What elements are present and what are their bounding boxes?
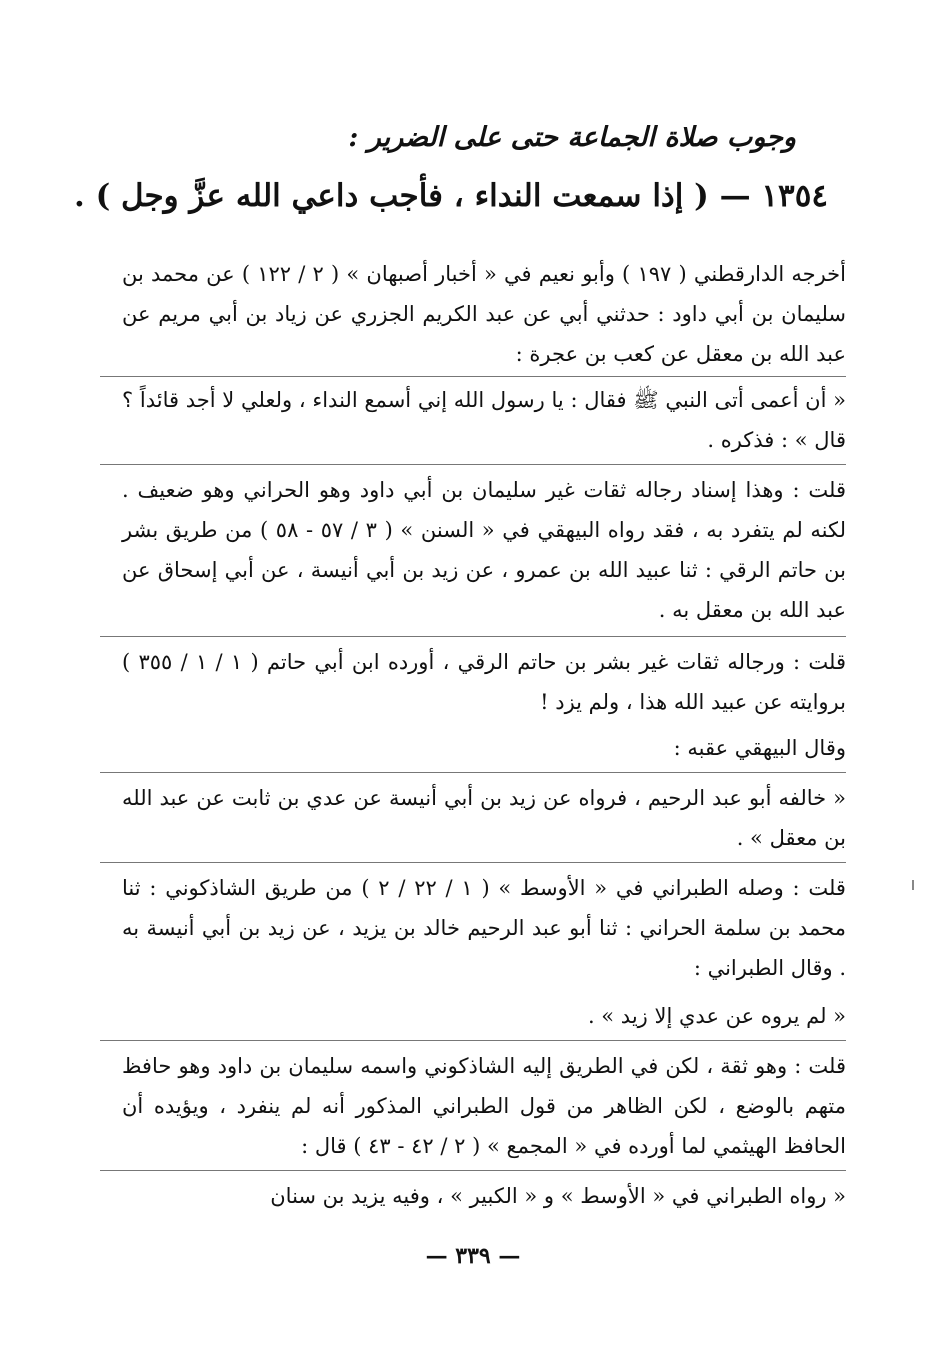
paragraph-divider — [100, 1170, 846, 1171]
paragraph-divider — [100, 772, 846, 773]
paragraph-comment-shadhakuni: قلت : وهو ثقة ، لكن في الطريق إليه الشاذكوني واسمه سليمان بن داود وهو حافظ متهم بالوضع ، لكن الظاهر من قول الطبراني المذكور أنه لم ينفرد ، ويؤيده أن الحافظ الهيثمي لما أورده في « المجمع » ( ٢ / ٤٢ - ٤٣ ) قال : — [122, 1054, 846, 1158]
paragraph-tabarani-quote: « لم يروه عن عدي إلا زيد » . — [587, 1004, 846, 1028]
paragraph-divider — [100, 862, 846, 863]
paragraph-haythami-quote: « رواه الطبراني في « الأوسط » و « الكبير » ، وفيه يزيد بن سنان — [270, 1184, 846, 1208]
paragraph-bayhaqi-intro: وقال البيهقي عقبه : — [673, 736, 846, 760]
paragraph-divider — [100, 464, 846, 465]
paragraph-divider — [100, 636, 846, 637]
paragraph-hadith-text: « أن أعمى أتى النبي ﷺ فقال : يا رسول الله إني أسمع النداء ، ولعلي لا أجد قائداً ؟ قال » : فذكره . — [122, 388, 846, 452]
paragraph-comment-narrators: قلت : ورجاله ثقات غير بشر بن حاتم الرقي ، أورده ابن أبي حاتم ( ١ / ١ / ٣٥٥ ) بروايته عن عبيد الله هذا ، ولم يزد ! — [122, 650, 846, 714]
paragraph-divider — [100, 376, 846, 377]
section-heading: وجوب صلاة الجماعة حتى على الضرير : — [348, 122, 796, 153]
paragraph-tabarani: قلت : وصله الطبراني في « الأوسط » ( ١ / ٢٢ / ٢ ) من طريق الشاذكوني : ثنا محمد بن سلمة الحراني : ثنا أبو عبد الرحيم خالد بن يزيد ، عن زيد بن أبي أنيسة به . وقال الطبراني : — [122, 876, 846, 980]
paragraph-divider — [100, 1040, 846, 1041]
hadith-title: ١٣٥٤ — ( إذا سمعت النداء ، فأجب داعي الله عزَّ وجل ) . — [73, 178, 828, 214]
paragraph-takhrij: أخرجه الدارقطني ( ١٩٧ ) وأبو نعيم في « أخبار أصبهان » ( ٢ / ١٢٢ ) عن محمد بن سليمان بن أبي داود : حدثني أبي عن عبد الكريم الجزري عن زياد بن أبي مريم عن عبد الله بن معقل عن كعب بن عجرة : — [122, 262, 847, 366]
page-number: — ٣٣٩ — — [425, 1243, 521, 1269]
paragraph-comment-isnad: قلت : وهذا إسناد رجاله ثقات غير سليمان بن أبي داود وهو الحراني وهو ضعيف . لكنه لم يتفرد به ، فقد رواه البيهقي في « السنن » ( ٣ / ٥٧ - ٥٨ ) من طريق بشر بن حاتم الرقي : ثنا عبيد الله بن عمرو ، عن زيد بن أبي أنيسة ، عن أبي إسحاق عن عبد الله بن معقل به . — [122, 478, 847, 622]
paragraph-bayhaqi-quote: « خالفه أبو عبد الرحيم ، فرواه عن زيد بن أبي أنيسة عن عدي بن ثابت عن عبد الله بن معقل » . — [122, 786, 846, 850]
margin-mark — [912, 880, 914, 890]
